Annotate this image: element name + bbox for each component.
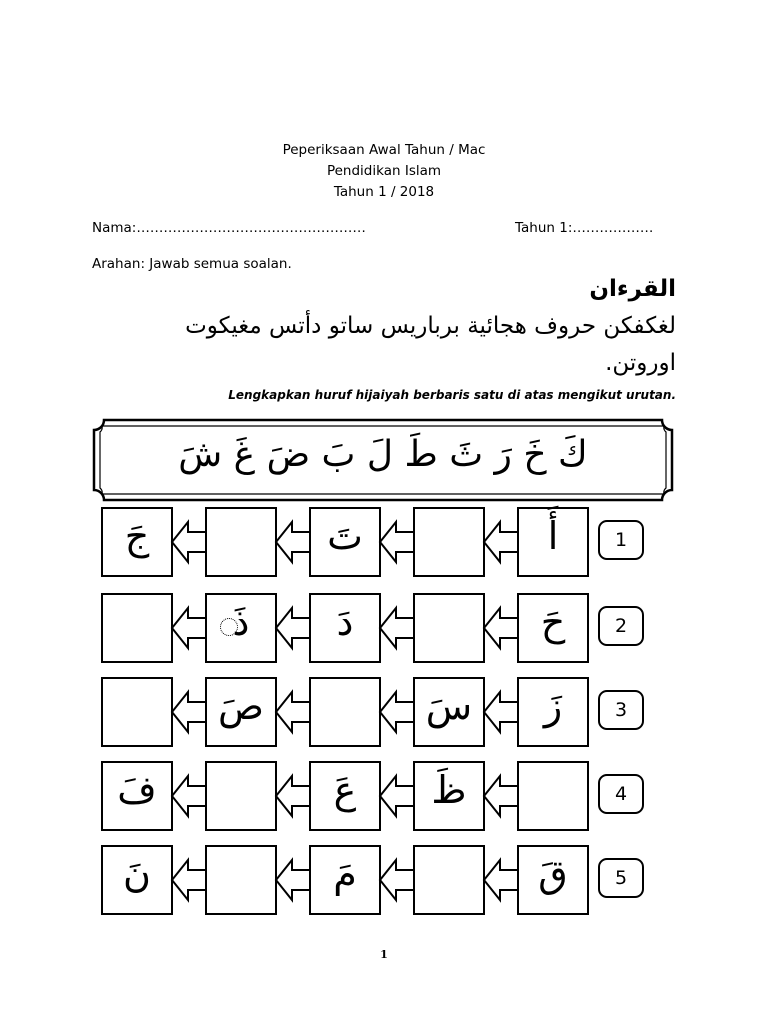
banner-letters: كَ خَ رَ ثَ طَ لَ بَ ضَ غَ شَ — [178, 434, 588, 475]
cell-letter: زَ — [543, 684, 563, 728]
name-field: Nama:…………………………………………… — [92, 220, 366, 236]
arrow-left-icon — [380, 522, 414, 562]
cell-letter: ذَ — [232, 600, 250, 644]
arrow-left-icon — [172, 860, 206, 900]
answer-box — [206, 846, 276, 914]
arabic-instruction-line-2: اوروتن. — [605, 350, 676, 376]
answer-box — [414, 508, 484, 576]
arrow-left-icon — [276, 860, 310, 900]
arrow-left-icon — [172, 692, 206, 732]
cell-letter: صَ — [218, 684, 264, 728]
arrow-left-icon — [380, 692, 414, 732]
section-title: القرءان — [589, 276, 676, 302]
arrow-left-icon — [380, 608, 414, 648]
cell-letter: تَ — [327, 514, 363, 558]
answer-box — [414, 846, 484, 914]
dotted-circle-icon — [220, 618, 238, 636]
answer-box — [206, 762, 276, 830]
answer-box — [518, 762, 588, 830]
arrow-left-icon — [172, 776, 206, 816]
arrow-left-icon — [276, 692, 310, 732]
arrow-left-icon — [276, 522, 310, 562]
cell-letter: نَ — [123, 852, 151, 896]
arrow-left-icon — [276, 608, 310, 648]
arrow-left-icon — [484, 860, 518, 900]
cell-letter: حَ — [540, 600, 566, 644]
arrow-left-icon — [484, 776, 518, 816]
cell-letter: أَ — [547, 514, 559, 558]
answer-box — [102, 678, 172, 746]
question-number: 5 — [598, 858, 644, 898]
cell-letter: مَ — [333, 852, 357, 896]
year-title: Tahun 1 / 2018 — [333, 184, 435, 200]
answer-box — [310, 678, 380, 746]
question-number: 3 — [598, 690, 644, 730]
instruction-text: Arahan: Jawab semua soalan. — [92, 256, 292, 272]
arrow-left-icon — [380, 776, 414, 816]
arrow-left-icon — [172, 608, 206, 648]
question-number: 2 — [598, 606, 644, 646]
arrow-left-icon — [276, 776, 310, 816]
question-number: 4 — [598, 774, 644, 814]
cell-letter: قَ — [538, 852, 568, 896]
cell-letter: عَ — [333, 768, 357, 812]
arrow-left-icon — [172, 522, 206, 562]
arrow-left-icon — [484, 692, 518, 732]
subject-title: Pendidikan Islam — [326, 163, 442, 179]
arrow-left-icon — [484, 522, 518, 562]
arabic-instruction-line-1: لغكفكن حروف هجائية برباريس ساتو دأتس مغيكوت — [185, 313, 676, 339]
class-field: Tahun 1:……………… — [515, 220, 654, 236]
cell-letter: جَ — [124, 514, 150, 558]
arrow-left-icon — [380, 860, 414, 900]
question-number: 1 — [598, 520, 644, 560]
cell-letter: سَ — [425, 684, 473, 728]
arrow-left-icon — [484, 608, 518, 648]
answer-box — [414, 594, 484, 662]
cell-letter: ظَ — [431, 768, 467, 812]
cell-letter: فَ — [117, 768, 157, 812]
page-number: 1 — [380, 948, 388, 961]
cell-letter: دَ — [336, 600, 354, 644]
malay-instruction: Lengkapkan huruf hijaiyah berbaris satu di atas mengikut urutan. — [228, 388, 676, 402]
answer-box — [206, 508, 276, 576]
exam-title: Peperiksaan Awal Tahun / Mac — [282, 142, 486, 158]
answer-box — [102, 594, 172, 662]
